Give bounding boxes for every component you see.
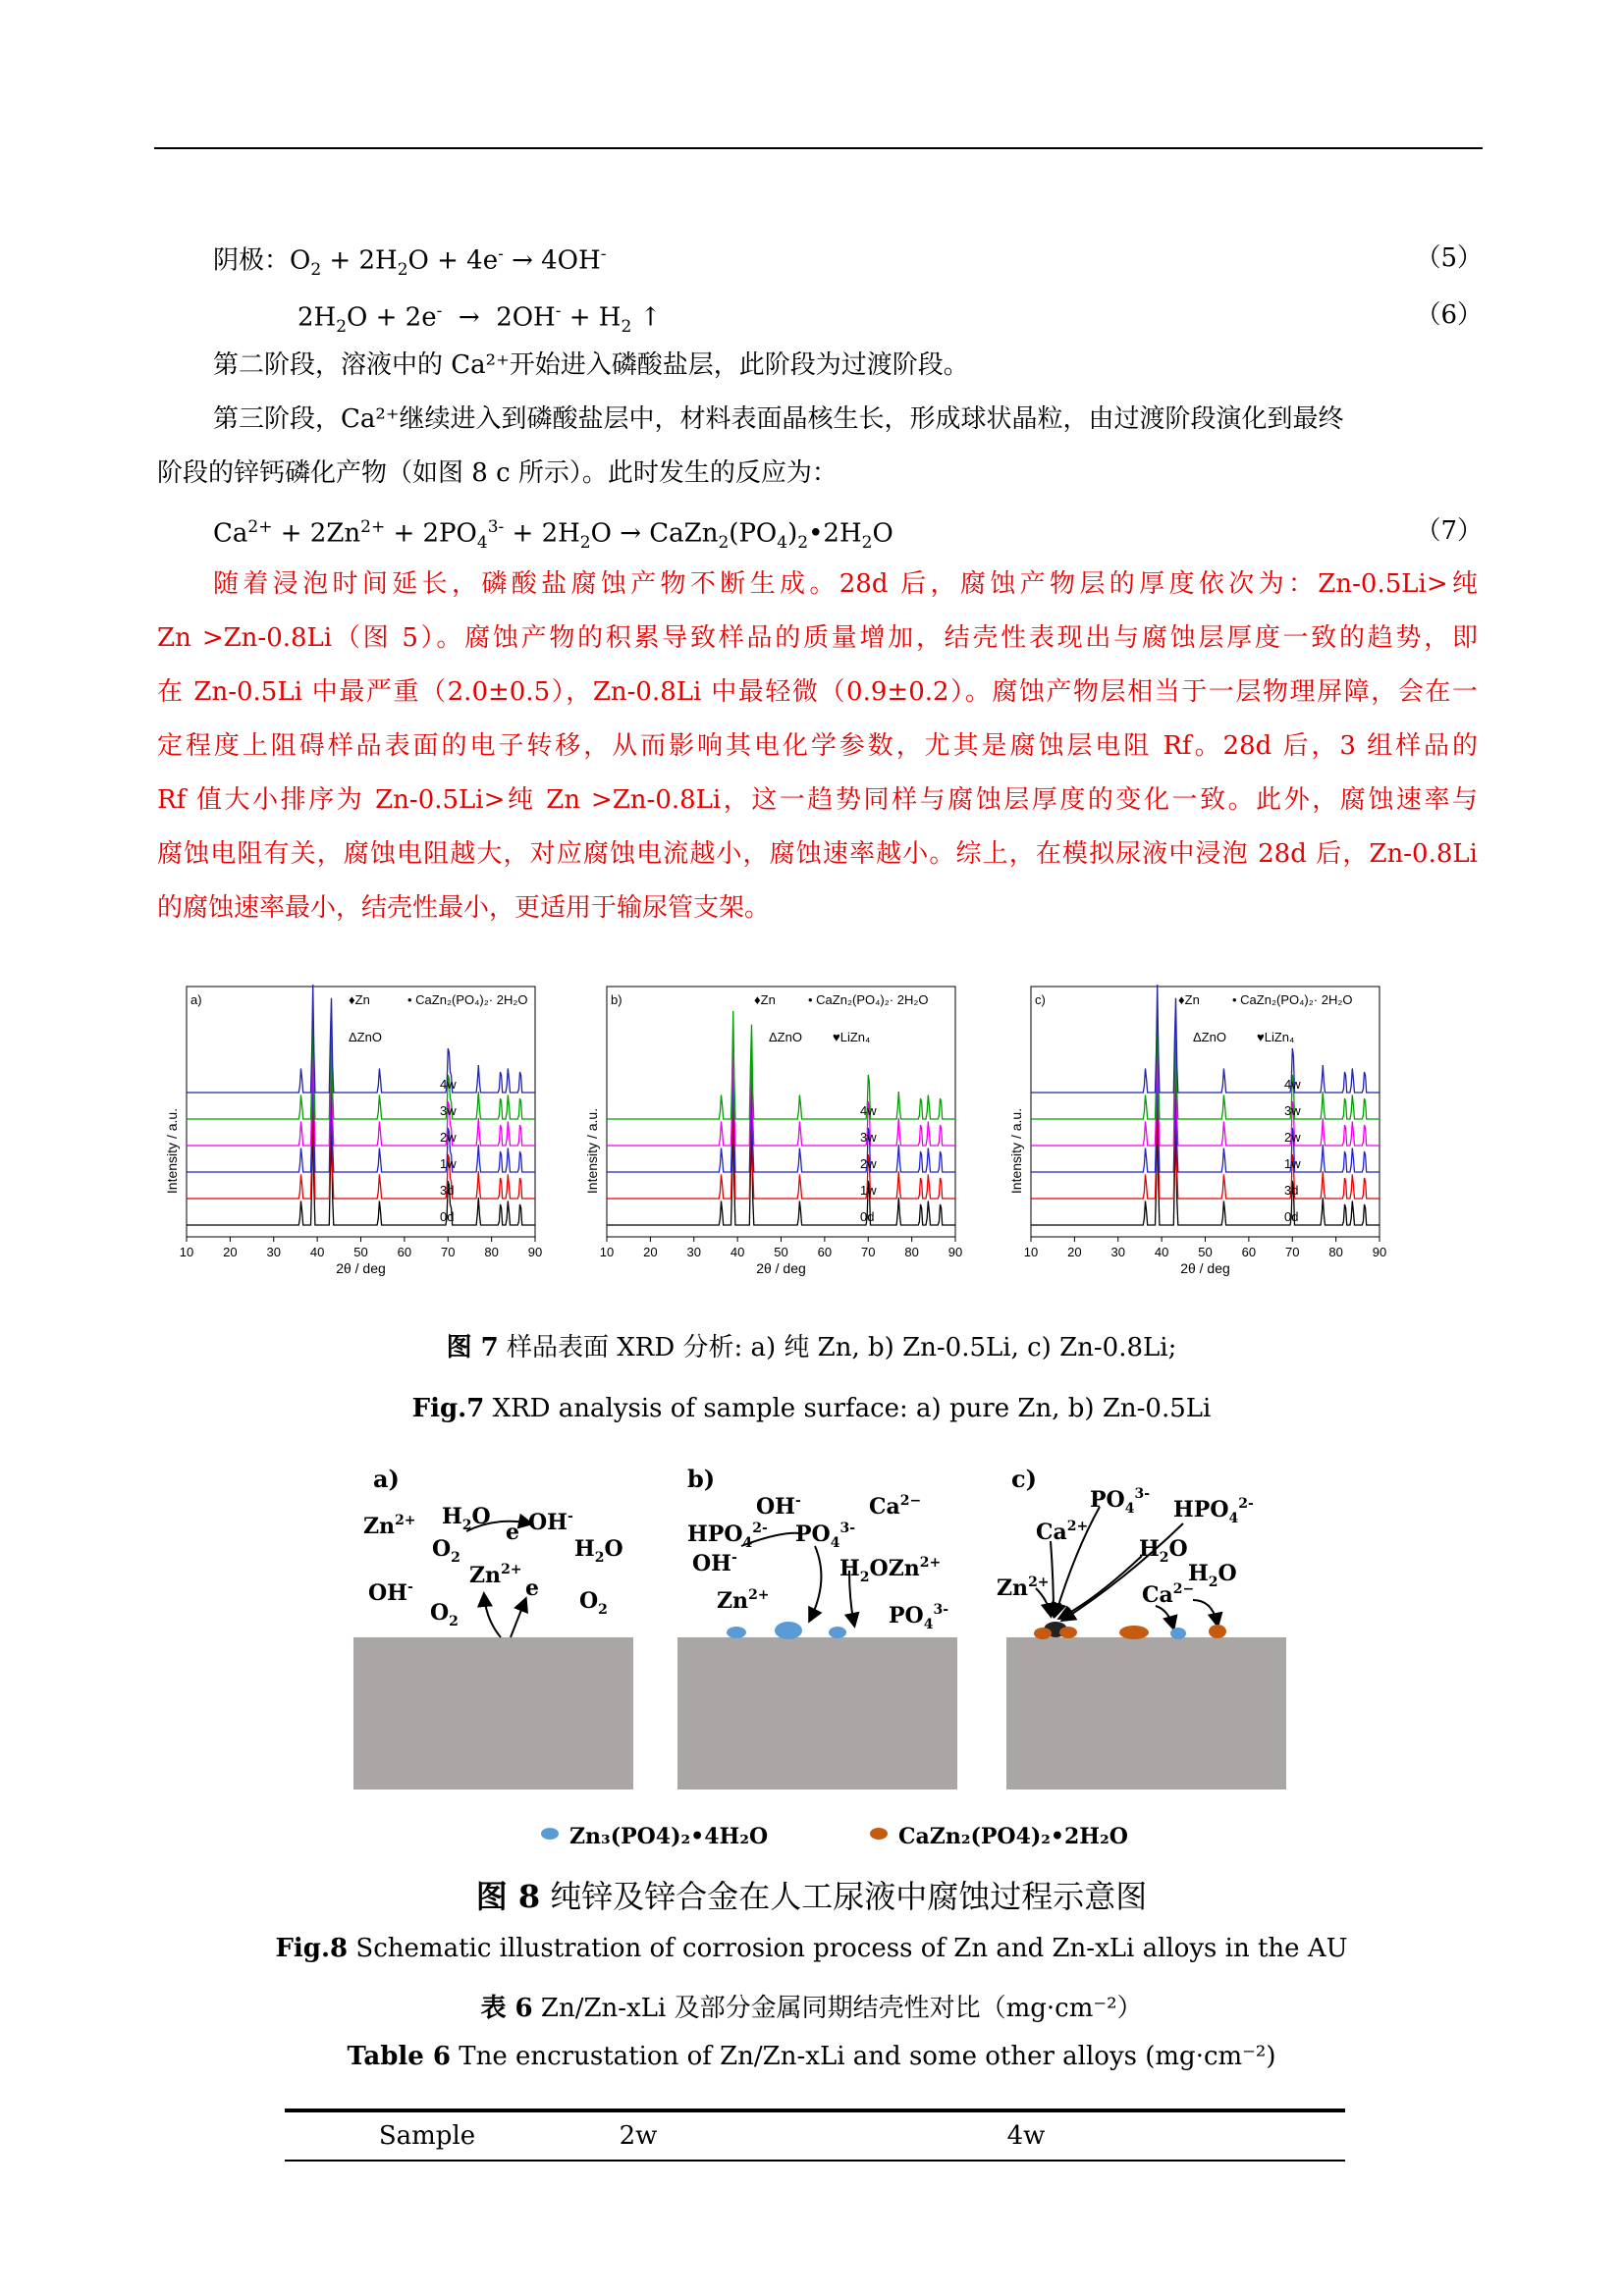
x-tick-label: 30 bbox=[1110, 1245, 1125, 1259]
legend-entry: ♥LiZn₄ bbox=[1257, 1030, 1295, 1044]
x-tick-label: 90 bbox=[947, 1245, 963, 1259]
table6-grid bbox=[285, 2112, 1345, 2160]
series-label: 0d bbox=[860, 1209, 875, 1224]
series-label: 3w bbox=[440, 1103, 457, 1118]
x-tick-label: 10 bbox=[179, 1245, 194, 1259]
svg-text:PO43-: $PO_4^{3-}$ bbox=[795, 1521, 856, 1551]
red-line-4: 定程度上阻碍样品表面的电子转移，从而影响其电化学参数，尤其是腐蚀层电阻 Rf。28d 后，3 组样品的 bbox=[157, 731, 1478, 761]
xrd-trace bbox=[607, 1117, 955, 1225]
x-tick-label: 10 bbox=[599, 1245, 615, 1259]
equation-5-number: （5） bbox=[1415, 243, 1483, 273]
legend-entry: ♥LiZn₄ bbox=[833, 1030, 871, 1044]
equation-7-number: （7） bbox=[1415, 516, 1483, 546]
fig7-caption-cn bbox=[0, 1327, 1623, 1363]
x-tick-label: 60 bbox=[817, 1245, 833, 1259]
legend-entry: ♦Zn bbox=[754, 992, 776, 1007]
fig8-particle-orange bbox=[1034, 1628, 1052, 1639]
stage3-text-line1: 第三阶段，Ca²⁺继续进入到磷酸盐层中，材料表面晶核生长，形成球状晶粒，由过渡阶段演化到最终 bbox=[213, 404, 1344, 434]
xrd-trace bbox=[187, 1038, 535, 1146]
svg-text:PO43-: $PO_4^{3-}$ bbox=[1090, 1486, 1151, 1517]
x-tick-label: 70 bbox=[1285, 1245, 1300, 1259]
svg-text:HPO42-: $HPO_4^{2-}$ bbox=[1173, 1496, 1254, 1526]
x-axis-label: 2θ / deg bbox=[336, 1260, 386, 1276]
svg-text:O2: $O_2$ bbox=[579, 1588, 608, 1618]
y-axis-label: Intensity / a.u. bbox=[164, 1107, 180, 1195]
xrd-svg-a bbox=[157, 977, 569, 1291]
xrd-trace bbox=[607, 1064, 955, 1172]
fig8-caption-en bbox=[0, 1934, 1623, 1963]
stage3-text-line2: 阶段的锌钙磷化产物（如图 8 c 所示）。此时发生的反应为： bbox=[157, 458, 838, 488]
fig8-schematic bbox=[349, 1463, 1291, 1869]
xrd-trace bbox=[1031, 1011, 1380, 1119]
legend-entry: ♦Zn bbox=[1178, 992, 1200, 1007]
table6-caption-cn bbox=[0, 1988, 1623, 2024]
xrd-trace bbox=[1031, 1117, 1380, 1225]
series-label: 4w bbox=[860, 1103, 877, 1118]
x-tick-label: 50 bbox=[1198, 1245, 1213, 1259]
red-line-2: Zn >Zn-0.8Li（图 5）。腐蚀产物的积累导致样品的质量增加，结壳性表现出与腐蚀层厚度一致的趋势，即 bbox=[157, 623, 1478, 653]
svg-text:H2O: $H_2O$ bbox=[574, 1536, 623, 1566]
fig7-cn-label: 图 7 bbox=[446, 1333, 499, 1362]
y-axis-label: Intensity / a.u. bbox=[1008, 1107, 1024, 1195]
svg-text:Zn2+: $Zn^{2+}$ bbox=[997, 1575, 1050, 1601]
svg-text:Zn2+: $Zn^{2+}$ bbox=[469, 1562, 522, 1588]
svg-text:OH-: OH- bbox=[692, 1550, 737, 1576]
svg-text:O2: $O_2$ bbox=[430, 1600, 459, 1629]
fig8-panel-c-ions bbox=[997, 1486, 1254, 1608]
fig8-legend-blue-swatch bbox=[541, 1828, 559, 1840]
table6-en-label: Table 6 bbox=[347, 2042, 451, 2071]
series-label: 1w bbox=[860, 1183, 877, 1198]
x-tick-label: 10 bbox=[1023, 1245, 1039, 1259]
fig8-particle-orange bbox=[1119, 1626, 1149, 1639]
legend-entry: ΔZnO bbox=[349, 1030, 382, 1044]
svg-text:Ca2−: $Ca^{2-}$ bbox=[1142, 1581, 1195, 1608]
red-line-5: Rf 值大小排序为 Zn-0.5Li>纯 Zn >Zn-0.8Li，这一趋势同样与腐蚀层厚度的变化一致。此外，腐蚀速率与 bbox=[157, 785, 1478, 815]
svg-text:OH-: OH- bbox=[528, 1509, 573, 1535]
series-label: 0d bbox=[1284, 1209, 1299, 1224]
series-label: 4w bbox=[1284, 1077, 1301, 1092]
fig8-particle-blue bbox=[727, 1627, 746, 1638]
fig8-particle-blue bbox=[829, 1627, 846, 1638]
fig8-substrate-c bbox=[1006, 1637, 1286, 1789]
svg-text:e: e bbox=[525, 1575, 539, 1601]
xrd-svg-b bbox=[577, 977, 990, 1291]
x-tick-label: 70 bbox=[861, 1245, 876, 1259]
table6-cn-label: 表 6 bbox=[480, 1994, 533, 2023]
plot-frame bbox=[607, 987, 955, 1237]
fig8-cn-text: 纯锌及锌合金在人工尿液中腐蚀过程示意图 bbox=[540, 1878, 1148, 1915]
red-line-7: 的腐蚀速率最小，结壳性最小，更适用于输尿管支架。 bbox=[157, 893, 771, 923]
panel-label: c) bbox=[1035, 992, 1046, 1007]
legend-entry: • CaZn₂(PO₄)₂· 2H₂O bbox=[808, 992, 929, 1007]
svg-text:H2O: $H_2O$ bbox=[1188, 1561, 1237, 1590]
legend-entry: ΔZnO bbox=[769, 1030, 802, 1044]
x-tick-label: 60 bbox=[1241, 1245, 1257, 1259]
xrd-chart-c bbox=[1001, 977, 1414, 1295]
x-tick-label: 30 bbox=[686, 1245, 701, 1259]
xrd-trace bbox=[607, 1011, 955, 1119]
fig8-particle-orange bbox=[1059, 1627, 1077, 1638]
red-line-3: 在 Zn-0.5Li 中最严重（2.0±0.5），Zn-0.8Li 中最轻微（0.9±0.2）。腐蚀产物层相当于一层物理屏障，会在一 bbox=[157, 677, 1478, 707]
equation-6-number: （6） bbox=[1415, 300, 1483, 330]
plot-frame bbox=[1031, 987, 1380, 1237]
x-axis-label: 2θ / deg bbox=[756, 1260, 806, 1276]
legend-entry: • CaZn₂(PO₄)₂· 2H₂O bbox=[1232, 992, 1353, 1007]
xrd-trace bbox=[1031, 1064, 1380, 1172]
x-tick-label: 60 bbox=[397, 1245, 412, 1259]
red-line-6: 腐蚀电阻有关，腐蚀电阻越大，对应腐蚀电流越小，腐蚀速率越小。综上，在模拟尿液中浸泡 28d 后，Zn-0.8Li bbox=[157, 839, 1478, 869]
fig8-panel-c-label: c) bbox=[1011, 1465, 1037, 1493]
fig8-particle-orange bbox=[1209, 1625, 1226, 1638]
legend-entry: ♦Zn bbox=[349, 992, 370, 1007]
table6 bbox=[285, 2109, 1345, 2162]
equation-7: $Ca^{2+} + 2Zn^{2+} + 2PO_4^{3-} + 2H_2O$ → $CaZn_2(PO_4)_2•2H_2O$ bbox=[213, 517, 893, 553]
header-rule bbox=[154, 147, 1483, 149]
xrd-svg-c bbox=[1001, 977, 1414, 1291]
equation-6: $2H_2O + 2e^- \to 2OH^- + H_2$ ↑ bbox=[298, 301, 662, 337]
svg-text:e: e bbox=[506, 1520, 519, 1545]
svg-text:Zn2+: $Zn^{2+}$ bbox=[363, 1513, 416, 1539]
x-tick-label: 70 bbox=[441, 1245, 456, 1259]
table-bottom-rule bbox=[285, 2160, 1345, 2162]
svg-text:Zn2+: $Zn^{2+}$ bbox=[717, 1587, 770, 1614]
fig8-en-text: Schematic illustration of corrosion process of Zn and Zn-xLi alloys in the AU bbox=[348, 1934, 1348, 1963]
fig7-en-label: Fig.7 bbox=[411, 1394, 485, 1423]
xrd-trace bbox=[1031, 1091, 1380, 1199]
equation-5: 阴极：$O_2 + 2H_2O + 4e^- \to 4OH^-$ bbox=[213, 244, 607, 280]
series-label: 1w bbox=[1284, 1156, 1301, 1171]
table-header-sample: Sample bbox=[378, 2121, 476, 2151]
table6-caption-en bbox=[0, 2042, 1623, 2071]
svg-text:Ca2−: $Ca^{2-}$ bbox=[869, 1493, 922, 1520]
svg-text:OH-: OH- bbox=[368, 1579, 413, 1606]
fig8-legend-orange-swatch bbox=[870, 1828, 888, 1840]
x-tick-label: 90 bbox=[527, 1245, 543, 1259]
svg-text:Ca2+: $Ca^{2+}$ bbox=[1036, 1519, 1089, 1545]
x-tick-label: 80 bbox=[904, 1245, 919, 1259]
xrd-trace bbox=[187, 1064, 535, 1172]
fig8-caption-cn bbox=[0, 1872, 1623, 1917]
table6-cn-text: Zn/Zn-xLi 及部分金属同期结壳性对比（mg·cm⁻²） bbox=[532, 1994, 1143, 2023]
svg-text:PO43-: $PO_4^{3-}$ bbox=[889, 1602, 949, 1632]
fig8-particle-blue bbox=[1170, 1628, 1186, 1639]
legend-entry: • CaZn₂(PO₄)₂· 2H₂O bbox=[407, 992, 528, 1007]
fig8-legend-orange: CaZn₂(PO4)₂•2H₂O bbox=[898, 1824, 1128, 1849]
x-tick-label: 50 bbox=[353, 1245, 368, 1259]
fig8-substrate-a bbox=[353, 1637, 633, 1789]
xrd-trace bbox=[607, 1091, 955, 1199]
fig8-en-label: Fig.8 bbox=[275, 1934, 349, 1963]
svg-text:OH-: OH- bbox=[756, 1493, 801, 1520]
stage2-text: 第二阶段，溶液中的 Ca²⁺开始进入磷酸盐层，此阶段为过渡阶段。 bbox=[213, 350, 969, 380]
fig7-en-text: XRD analysis of sample surface: a) pure Zn, b) Zn-0.5Li bbox=[484, 1394, 1212, 1423]
xrd-chart-b bbox=[577, 977, 990, 1295]
fig7-caption-en bbox=[0, 1394, 1623, 1423]
table-header-row bbox=[285, 2112, 1345, 2160]
table-header-2w: 2w bbox=[619, 2121, 658, 2151]
svg-text:H2O: $H_2O$ bbox=[442, 1504, 491, 1533]
x-axis-label: 2θ / deg bbox=[1180, 1260, 1230, 1276]
panel-label: a) bbox=[190, 992, 202, 1007]
panel-label: b) bbox=[611, 992, 622, 1007]
table6-en-text: Tne encrustation of Zn/Zn-xLi and some other alloys (mg·cm⁻²) bbox=[450, 2042, 1276, 2071]
fig8-svg bbox=[349, 1463, 1291, 1865]
fig8-legend-blue: Zn₃(PO4)₂•4H₂O bbox=[569, 1824, 769, 1849]
svg-text:O2: $O_2$ bbox=[432, 1536, 460, 1566]
x-tick-label: 30 bbox=[266, 1245, 281, 1259]
plot-frame bbox=[187, 987, 535, 1237]
x-tick-label: 40 bbox=[1154, 1245, 1169, 1259]
series-label: 2w bbox=[860, 1156, 877, 1171]
fig8-panel-b-label: b) bbox=[687, 1465, 716, 1493]
table-header-4w: 4w bbox=[1006, 2121, 1046, 2151]
fig8-cn-label: 图 8 bbox=[475, 1878, 541, 1915]
x-tick-label: 20 bbox=[223, 1245, 238, 1259]
series-label: 2w bbox=[440, 1130, 457, 1145]
x-tick-label: 40 bbox=[309, 1245, 325, 1259]
x-tick-label: 40 bbox=[730, 1245, 745, 1259]
series-label: 3d bbox=[1284, 1183, 1299, 1198]
x-tick-label: 80 bbox=[484, 1245, 499, 1259]
x-tick-label: 80 bbox=[1328, 1245, 1343, 1259]
series-label: 3w bbox=[1284, 1103, 1301, 1118]
xrd-trace bbox=[607, 1038, 955, 1146]
x-tick-label: 90 bbox=[1372, 1245, 1387, 1259]
fig8-substrate-b bbox=[677, 1637, 957, 1789]
series-label: 2w bbox=[1284, 1130, 1301, 1145]
xrd-trace bbox=[187, 1091, 535, 1199]
series-label: 4w bbox=[440, 1077, 457, 1092]
xrd-chart-a bbox=[157, 977, 569, 1295]
y-axis-label: Intensity / a.u. bbox=[584, 1107, 600, 1195]
red-paragraph bbox=[157, 558, 1478, 935]
x-tick-label: 20 bbox=[643, 1245, 658, 1259]
xrd-trace bbox=[187, 1117, 535, 1225]
xrd-trace bbox=[187, 1011, 535, 1119]
fig8-panel-b-ions bbox=[687, 1493, 948, 1632]
svg-text:HPO42-: $HPO_4^{2-}$ bbox=[687, 1521, 768, 1551]
red-line-1: 随着浸泡时间延长，磷酸盐腐蚀产物不断生成。28d 后，腐蚀产物层的厚度依次为：Zn-0.5Li>纯 bbox=[213, 569, 1478, 599]
svg-text:H2OZn2+: $H_2OZn^{2+}$ bbox=[839, 1555, 942, 1585]
xrd-trace bbox=[1031, 1038, 1380, 1146]
fig8-panel-a-label: a) bbox=[373, 1465, 400, 1493]
fig7-cn-text: 样品表面 XRD 分析: a) 纯 Zn, b) Zn-0.5Li, c) Zn-0.8Li; bbox=[498, 1333, 1177, 1362]
fig8-particle-blue bbox=[775, 1622, 802, 1639]
legend-entry: ΔZnO bbox=[1193, 1030, 1226, 1044]
series-label: 0d bbox=[440, 1209, 455, 1224]
x-tick-label: 50 bbox=[774, 1245, 788, 1259]
series-label: 1w bbox=[440, 1156, 457, 1171]
svg-text:H2O: $H_2O$ bbox=[1139, 1536, 1188, 1566]
x-tick-label: 20 bbox=[1067, 1245, 1082, 1259]
series-label: 3d bbox=[440, 1183, 455, 1198]
series-label: 3w bbox=[860, 1130, 877, 1145]
